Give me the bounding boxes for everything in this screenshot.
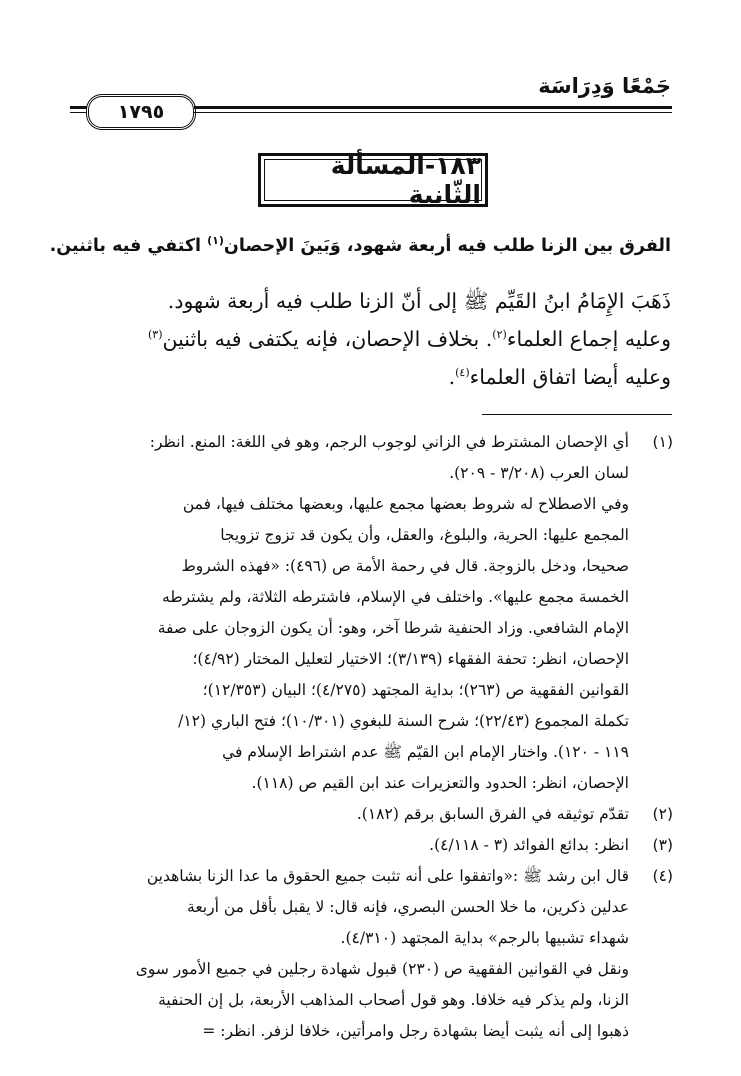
main-line-1: ذَهَبَ الإِمَامُ ابنُ القَيِّم ﷺ إلى أنّ الزنا طلب فيه أربعة شهود.	[167, 289, 671, 313]
footnote-line: ١١٩ - ١٢٠). واختار الإمام ابن القيّم ﷺ عدم اشتراط الإسلام في	[222, 743, 629, 761]
footnote-line: الخمسة مجمع عليها». واختلف في الإسلام، فاشترطه الثلاثة، ولم يشترطه	[162, 588, 629, 606]
footnote-line: صحيحا، ودخل بالزوجة. قال في رحمة الأمة ص (٤٩٦): «فهذه الشروط	[181, 557, 629, 575]
footnote-line: أي الإحصان المشترط في الزاني لوجوب الرجم، وهو في اللغة: المنع. انظر:	[149, 433, 629, 451]
main-line-2-a: وعليه إجماع العلماء	[506, 327, 671, 351]
footnote-line: الزنا، ولم يذكر فيه خلافا. وهو قول أصحاب المذاهب الأربعة، بل إن الحنفية	[158, 991, 629, 1009]
issue-title-frame	[258, 153, 488, 207]
footnote-line: ونقل في القوانين الفقهية ص (٢٣٠) قبول شهادة رجلين في جميع الأمور سوى	[135, 960, 629, 978]
footnote-line: الإحصان، انظر: تحفة الفقهاء (٣/١٣٩)؛ الاختيار لتعليل المختار (٤/٩٢)؛	[192, 650, 629, 668]
footnote-4	[61, 861, 673, 1047]
main-text	[51, 282, 671, 396]
heading-text-b: اكتفي فيه باثنين.	[49, 236, 208, 256]
main-line-3-a: وعليه أيضا اتفاق العلماء	[469, 365, 671, 389]
footnote-line: ذهبوا إلى أنه يثبت أيضا بشهادة رجل وامرأتين، خلافا لزفر. انظر: =	[202, 1022, 629, 1040]
footnote-line: عدلين ذكرين، ما خلا الحسن البصري، فإنه قال: لا يقبل بأقل من أربعة	[187, 898, 629, 916]
footnote-number: (٢)	[652, 805, 673, 823]
main-line-2	[51, 320, 671, 358]
footnote-line: لسان العرب (٣/٢٠٨ - ٢٠٩).	[449, 464, 629, 482]
footnote-1	[61, 427, 673, 799]
footnote-line: القوانين الفقهية ص (٢٦٣)؛ بداية المجتهد (٤/٢٧٥)؛ البيان (١٢/٣٥٣)؛	[202, 681, 629, 699]
footnote-ref-4: (٤)	[455, 366, 470, 380]
page-number-badge	[86, 94, 196, 130]
heading-text-a: الفرق بين الزنا طلب فيه أربعة شهود، وَبَينَ الإحصان	[223, 236, 671, 256]
footnote-line: تكملة المجموع (٢٢/٤٣)؛ شرح السنة للبغوي (١٠/٣٠١)؛ فتح الباري (١٢/	[178, 712, 629, 730]
header-rule-right-thin	[194, 112, 672, 113]
issue-heading	[49, 232, 671, 260]
footnote-line: شهداء تشبيها بالرجم» بداية المجتهد (٤/٣١٠).	[340, 929, 629, 947]
footnote-number: (٣)	[652, 836, 673, 854]
main-line-2-b: . بخلاف الإحصان، فإنه يكتفى فيه باثنين	[162, 327, 493, 351]
footnote-ref-2: (٢)	[492, 328, 507, 342]
footnote-ref-3: (٣)	[147, 328, 163, 342]
main-line-3	[51, 358, 671, 396]
page-number: ١٧٩٥	[117, 101, 165, 123]
footnote-number: (٤)	[652, 867, 673, 885]
footnote-separator	[482, 414, 672, 415]
issue-title: ١٨٣-المسألة الثّانية	[264, 159, 482, 201]
footnote-line: انظر: بدائع الفوائد (٣ - ٤/١١٨).	[429, 836, 629, 854]
footnote-line: قال ابن رشد ﷺ :«واتفقوا على أنه تثبت جميع الحقوق ما عدا الزنا بشاهدين	[146, 867, 629, 885]
running-title: جَمْعًا وَدِرَاسَة	[538, 74, 671, 98]
heading-footnote-ref: (١)	[207, 234, 224, 248]
footnote-3	[61, 830, 673, 861]
footnote-line: المجمع عليها: الحرية، والبلوغ، والعقل، وأن يكون قد تزوج تزويجا	[220, 526, 629, 544]
footnote-number: (١)	[652, 433, 673, 451]
footnote-2	[61, 799, 673, 830]
footnote-line: الإمام الشافعي. وزاد الحنفية شرطا آخر، وهو: أن يكون الزوجان على صفة	[157, 619, 629, 637]
footnote-line: الإحصان، انظر: الحدود والتعزيرات عند ابن القيم ص (١١٨).	[251, 774, 629, 792]
header-rule-right	[194, 106, 672, 109]
footnote-line: تقدّم توثيقه في الفرق السابق برقم (١٨٢).	[356, 805, 629, 823]
footnotes	[61, 427, 673, 1047]
main-line-3-b: .	[448, 365, 456, 389]
footnote-line: وفي الاصطلاح له شروط بعضها مجمع عليها، وبعضها مختلف فيها، فمن	[182, 495, 629, 513]
